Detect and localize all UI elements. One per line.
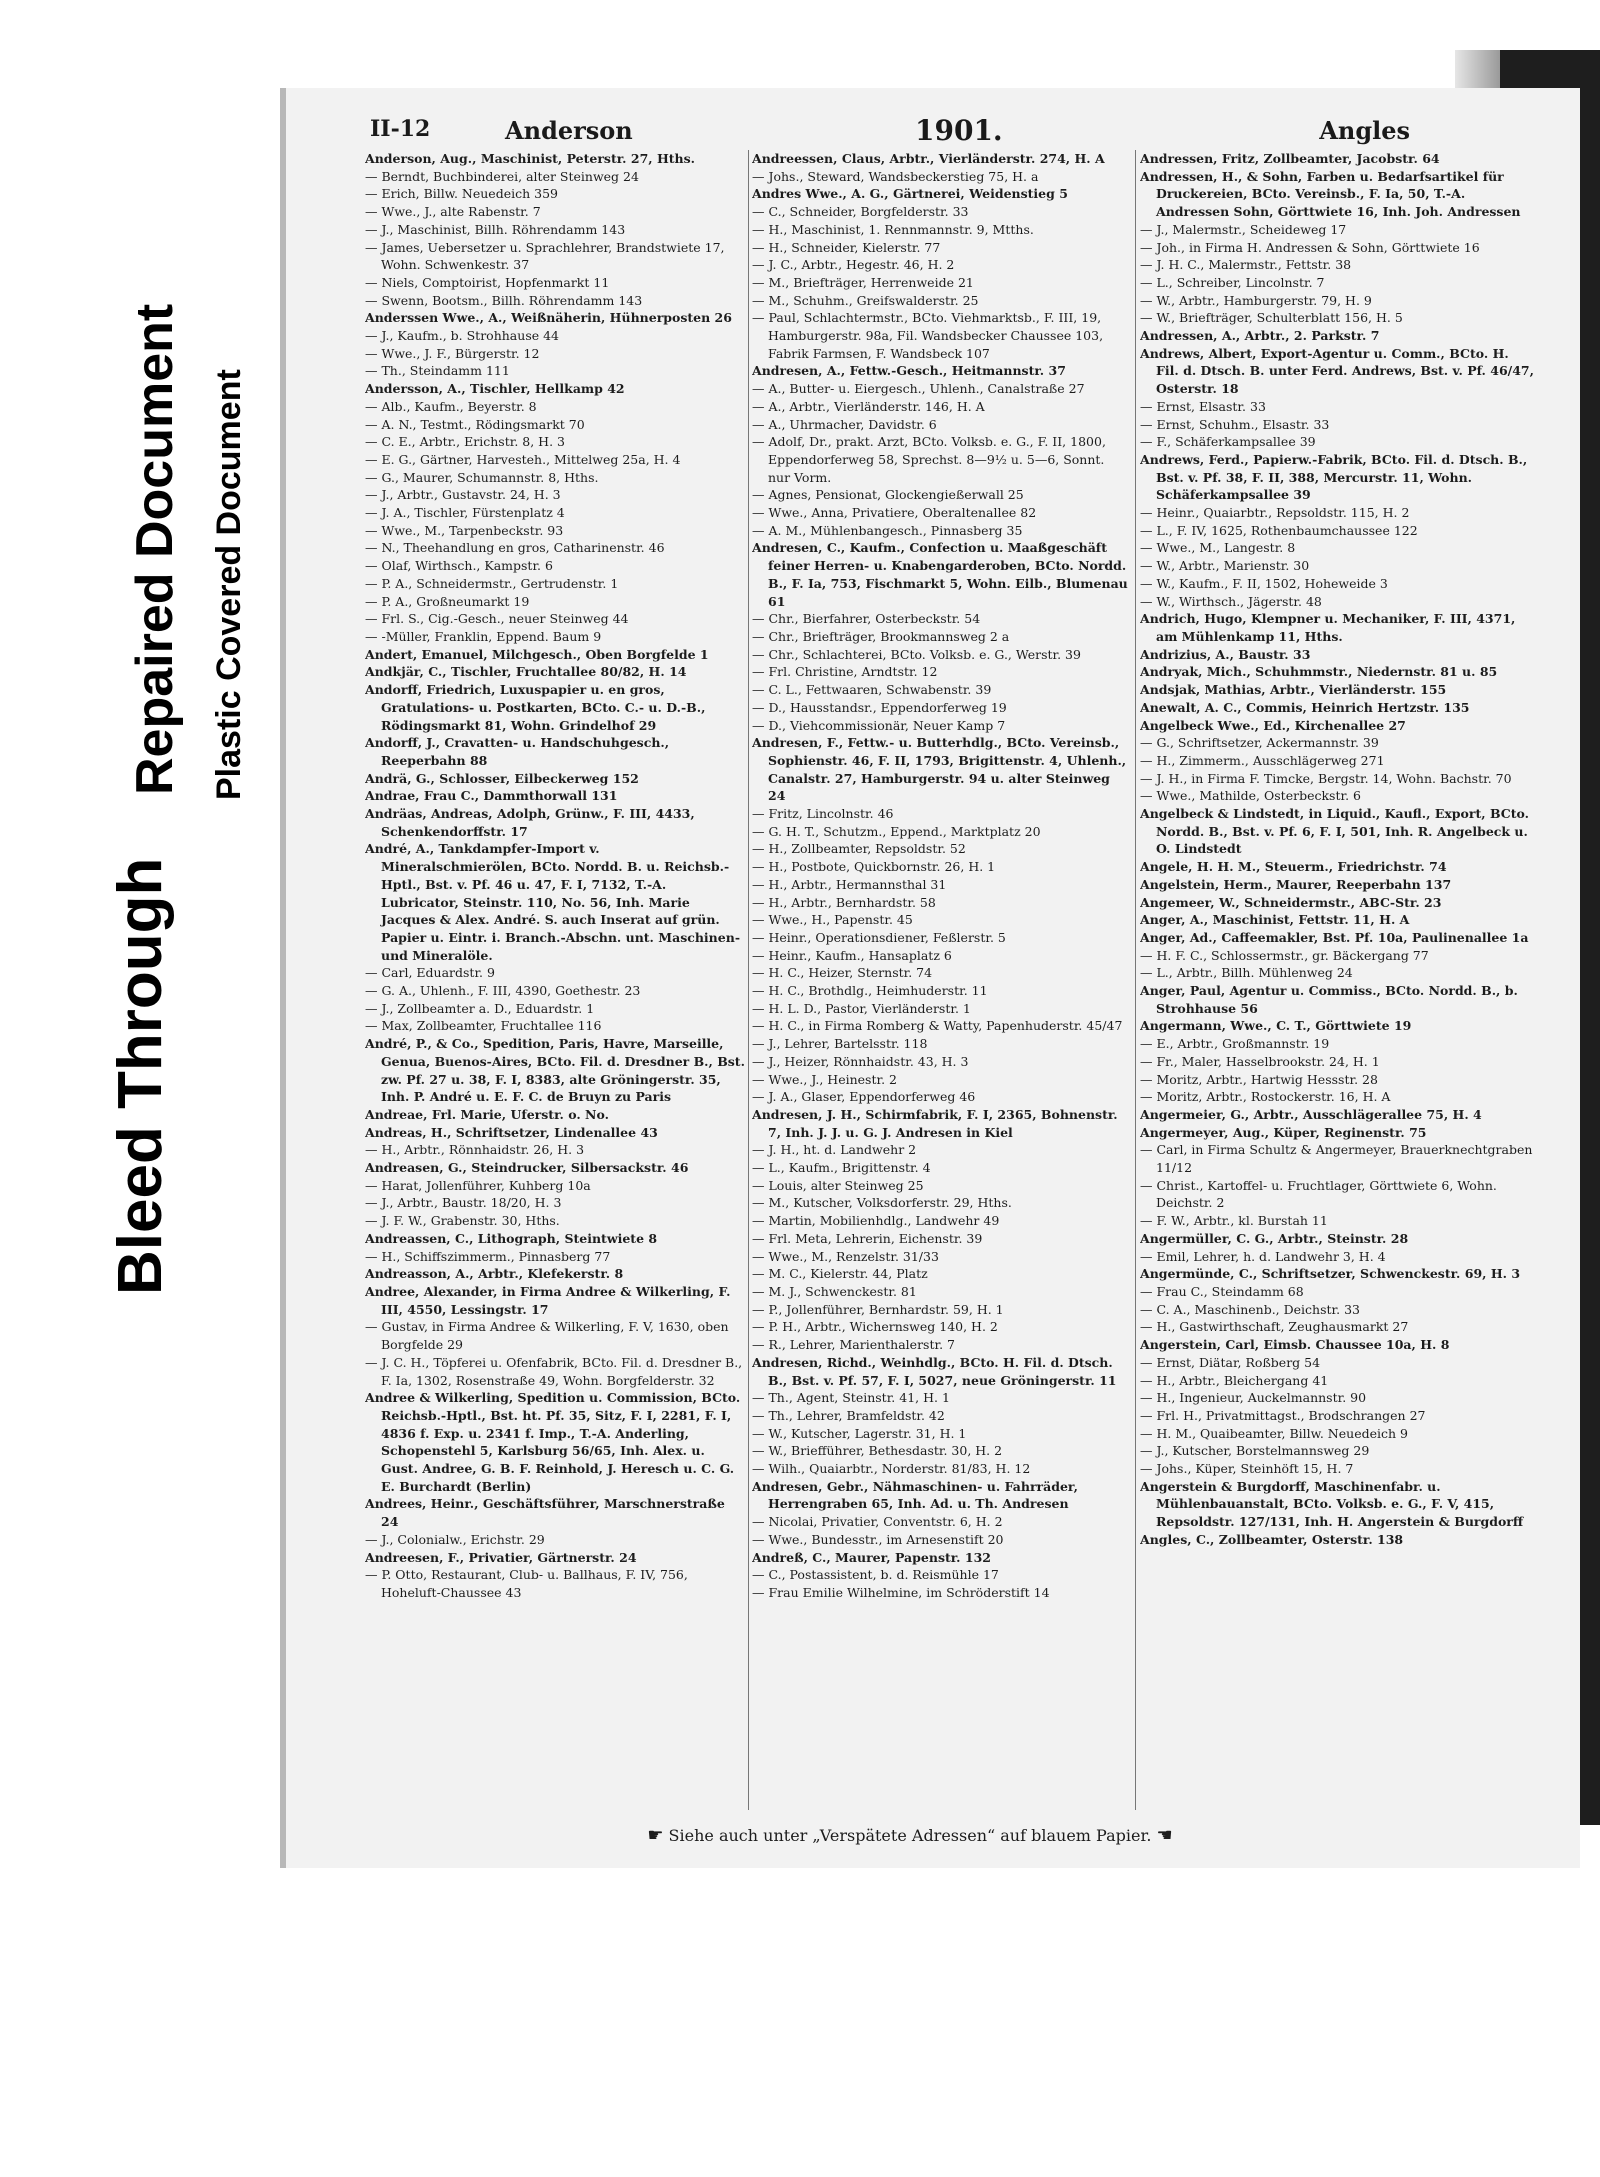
directory-entry: Andrews, Albert, Export-Agentur u. Comm., BCto. H. Fil. d. Dtsch. B. unter Ferd. Andrews, Bst. v. Pf. 46/47, Osterstr. 18 — [1140, 345, 1534, 397]
directory-entry: Andree, Alexander, in Firma Andree & Wilkerling, F. III, 4550, Lessingstr. 17 — [365, 1284, 731, 1317]
directory-entry: — Ernst, Diätar, Roßberg 54 — [1140, 1354, 1321, 1370]
directory-entry: Angermünde, C., Schriftsetzer, Schwenckestr. 69, H. 3 — [1140, 1266, 1521, 1282]
directory-entry: — Max, Zollbeamter, Fruchtallee 116 — [365, 1018, 602, 1034]
directory-entry: Andrä, G., Schlosser, Eilbeckerweg 152 — [365, 770, 639, 786]
directory-entry: — Heinr., Operationsdiener, Feßlerstr. 5 — [752, 929, 1006, 945]
label-bleed-through: Bleed Through — [106, 857, 175, 1295]
column-rule — [748, 150, 749, 1810]
directory-entry: — C., Postassistent, b. d. Reismühle 17 — [752, 1567, 999, 1583]
directory-entry: Angermann, Wwe., C. T., Görttwiete 19 — [1140, 1018, 1412, 1034]
directory-entry: Andreasson, A., Arbtr., Klefekerstr. 8 — [365, 1266, 624, 1282]
directory-entry: — Frau C., Steindamm 68 — [1140, 1284, 1304, 1299]
directory-entry: — Paul, Schlachtermstr., BCto. Viehmarktsb., F. III, 19, Hamburgerstr. 98a, Fil. Wandsbecker Chaussee 103, Fabrik Farmsen, F. Wandsbeck 107 — [752, 310, 1104, 361]
directory-entry: Anger, A., Maschinist, Fettstr. 11, H. A — [1140, 912, 1410, 928]
directory-entry: — Johs., Küper, Steinhöft 15, H. 7 — [1140, 1461, 1354, 1477]
directory-entry: Andert, Emanuel, Milchgesch., Oben Borgfelde 1 — [365, 646, 709, 662]
directory-entry: — Louis, alter Steinweg 25 — [752, 1177, 924, 1193]
directory-entry: — Heinr., Kaufm., Hansaplatz 6 — [752, 947, 952, 963]
directory-entry: Angelstein, Herm., Maurer, Reeperbahn 137 — [1140, 876, 1452, 892]
directory-entry: — J. C., Arbtr., Hegestr. 46, H. 2 — [752, 257, 955, 273]
directory-entry: Andersson, A., Tischler, Hellkamp 42 — [365, 381, 625, 397]
directory-entry: Andressen, A., Arbtr., 2. Parkstr. 7 — [1140, 328, 1380, 344]
directory-entry: Angles, C., Zollbeamter, Osterstr. 138 — [1140, 1531, 1404, 1547]
directory-entry: — W., Wirthsch., Jägerstr. 48 — [1140, 593, 1322, 609]
directory-entry: — G., Schriftsetzer, Ackermannstr. 39 — [1140, 735, 1379, 751]
directory-entry: Angerstein, Carl, Eimsb. Chaussee 10a, H. 8 — [1140, 1337, 1450, 1353]
directory-entry: — A. N., Testmt., Rödingsmarkt 70 — [365, 416, 585, 432]
directory-entry: — W., Arbtr., Hamburgerstr. 79, H. 9 — [1140, 292, 1372, 308]
directory-entry: — Heinr., Quaiarbtr., Repsoldstr. 115, H. 2 — [1140, 505, 1410, 521]
directory-column-3 — [1140, 150, 1535, 1810]
directory-entry: — Joh., in Firma H. Andressen & Sohn, Görttwiete 16 — [1140, 239, 1480, 255]
directory-entry: Andressen, Fritz, Zollbeamter, Jacobstr. 64 — [1140, 151, 1440, 166]
directory-entry: — L., Kaufm., Brigittenstr. 4 — [752, 1160, 931, 1176]
directory-entry: Andree & Wilkerling, Spedition u. Commission, BCto. Reichsb.-Hptl., Bst. ht. Pf. 35, Sitz, F. I, 2281, F. I, 4836 f. Exp. u. 2341 f. Imp., T.-A. Anderling, Schopenstehl 5, Karlsburg 56/65, Inh. Alex. u. Gust. Andree, G. B. F. Reinhold, J. Heresch u. C. G. E. Burchardt (Berlin) — [365, 1390, 741, 1494]
directory-entry: — J. H., in Firma F. Timcke, Bergstr. 14, Wohn. Bachstr. 70 — [1140, 770, 1512, 786]
directory-entry: Angele, H. H. M., Steuerm., Friedrichstr. 74 — [1140, 859, 1447, 875]
directory-entry: — Nicolai, Privatier, Conventstr. 6, H. 2 — [752, 1514, 1003, 1530]
directory-entry: — W., Arbtr., Marienstr. 30 — [1140, 558, 1310, 574]
directory-entry: Angemeer, W., Schneidermstr., ABC-Str. 23 — [1140, 894, 1442, 910]
directory-entry: Andressen, H., & Sohn, Farben u. Bedarfsartikel für Druckereien, BCto. Vereinsb., F. Ia, 50, T.-A. Andressen Sohn, Görttwiete 16, Inh. Joh. Andressen — [1140, 168, 1521, 220]
directory-entry: — Frau Emilie Wilhelmine, im Schröderstift 14 — [752, 1584, 1050, 1600]
page-edge — [280, 88, 286, 1868]
directory-entry: — H., Arbtr., Bleichergang 41 — [1140, 1372, 1329, 1388]
directory-entry: Angermeier, G., Arbtr., Ausschlägerallee 75, H. 4 — [1140, 1106, 1482, 1122]
directory-entry: — C., Schneider, Borgfelderstr. 33 — [752, 204, 969, 220]
right-keyword: Angles — [1319, 116, 1410, 145]
directory-entry: Andresen, F., Fettw.- u. Butterhdlg., BCto. Vereinsb., Sophienstr. 46, F. II, 1793, Brigittenstr. 4, Uhlenh., Canalstr. 27, Hamburgerstr. 94 u. alter Steinweg 24 — [752, 735, 1127, 804]
directory-entry: — G. H. T., Schutzm., Eppend., Marktplatz 20 — [752, 823, 1041, 839]
directory-entry: — H., Arbtr., Rönnhaidstr. 26, H. 3 — [365, 1142, 585, 1158]
directory-entry: — L., Arbtr., Billh. Mühlenweg 24 — [1140, 965, 1353, 981]
pointing-hand-icon: ☚ — [1156, 1825, 1173, 1846]
directory-entry: — Niels, Comptoirist, Hopfenmarkt 11 — [365, 274, 610, 290]
directory-entry: — H., Schiffszimmerm., Pinnasberg 77 — [365, 1248, 611, 1264]
directory-entry: — Adolf, Dr., prakt. Arzt, BCto. Volksb. e. G., F. II, 1800, Eppendorferweg 58, Sprechst. 8—9½ u. 5—6, Sonnt. nur Vorm. — [752, 434, 1106, 485]
directory-entry: — Carl, in Firma Schultz & Angermeyer, Brauerknechtgraben 11/12 — [1140, 1142, 1533, 1176]
directory-entry: — J. C. H., Töpferei u. Ofenfabrik, BCto. Fil. d. Dresdner B., F. Ia, 1302, Rosenstraße 49, Wohn. Borgfelderstr. 32 — [365, 1354, 743, 1388]
directory-entry: — P. A., Schneidermstr., Gertrudenstr. 1 — [365, 575, 619, 591]
directory-entry: — Moritz, Arbtr., Rostockerstr. 16, H. A — [1140, 1089, 1391, 1105]
directory-entry: — J., Maschinist, Billh. Röhrendamm 143 — [365, 221, 626, 237]
directory-entry: Andreessen, Claus, Arbtr., Vierländerstr. 274, H. A — [752, 151, 1105, 166]
directory-entry: Angermeyer, Aug., Küper, Reginenstr. 75 — [1140, 1124, 1427, 1140]
directory-entry: — Alb., Kaufm., Beyerstr. 8 — [365, 398, 537, 414]
directory-entry: — Wwe., J. F., Bürgerstr. 12 — [365, 345, 540, 361]
directory-entry: — James, Uebersetzer u. Sprachlehrer, Brandstwiete 17, Wohn. Schwenkestr. 37 — [365, 239, 725, 273]
directory-entry: — Chr., Bierfahrer, Osterbeckstr. 54 — [752, 611, 981, 627]
directory-entry: — J., Colonialw., Erichstr. 29 — [365, 1531, 545, 1547]
directory-entry: — J., Malermstr., Scheideweg 17 — [1140, 221, 1347, 237]
directory-entry: — M., Kutscher, Volksdorferstr. 29, Hths. — [752, 1195, 1012, 1211]
directory-column-1 — [365, 150, 745, 1810]
directory-entry: — Wwe., Bundesstr., im Arnesenstift 20 — [752, 1531, 1004, 1547]
directory-entry: — N., Theehandlung en gros, Catharinenstr. 46 — [365, 540, 665, 556]
directory-entry: — Emil, Lehrer, h. d. Landwehr 3, H. 4 — [1140, 1248, 1386, 1264]
directory-entry: — Berndt, Buchbinderei, alter Steinweg 24 — [365, 168, 639, 184]
directory-entry: — Olaf, Wirthsch., Kampstr. 6 — [365, 558, 553, 574]
directory-entry: — Th., Lehrer, Bramfeldstr. 42 — [752, 1407, 945, 1423]
directory-entry: — Wwe., Anna, Privatiere, Oberaltenallee 82 — [752, 505, 1037, 521]
directory-entry: Andreas, H., Schriftsetzer, Lindenallee 43 — [365, 1124, 658, 1140]
directory-entry: Andresen, C., Kaufm., Confection u. Maaßgeschäft feiner Herren- u. Knabengarderoben, BCto. Nordd. B., F. Ia, 753, Fischmarkt 5, Wohn. Eilb., Blumenau 61 — [752, 540, 1128, 609]
directory-entry: — H., Zollbeamter, Repsoldstr. 52 — [752, 841, 966, 857]
directory-entry: Anger, Paul, Agentur u. Commiss., BCto. Nordd. B., b. Strohhause 56 — [1140, 983, 1518, 1016]
directory-entry: Andrae, Frau C., Dammthorwall 131 — [365, 788, 618, 804]
directory-entry: — Wilh., Quaiarbtr., Norderstr. 81/83, H. 12 — [752, 1461, 1031, 1477]
page-number: II-12 — [370, 116, 431, 142]
directory-entry: — J., Heizer, Rönnhaidstr. 43, H. 3 — [752, 1053, 969, 1069]
directory-entry: — D., Hausstandsr., Eppendorferweg 19 — [752, 699, 1007, 715]
directory-entry: — J., Arbtr., Gustavstr. 24, H. 3 — [365, 487, 561, 503]
directory-entry: — A., Uhrmacher, Davidstr. 6 — [752, 416, 937, 432]
directory-entry: — W., Briefführer, Bethesdastr. 30, H. 2 — [752, 1443, 1003, 1459]
directory-entry: — M. J., Schwenckestr. 81 — [752, 1284, 917, 1299]
directory-entry: — P., Jollenführer, Bernhardstr. 59, H. 1 — [752, 1301, 1004, 1317]
directory-entry: — Ernst, Schuhm., Elsastr. 33 — [1140, 416, 1330, 432]
directory-entry: — A., Arbtr., Vierländerstr. 146, H. A — [752, 398, 985, 414]
directory-entry: — D., Viehcommissionär, Neuer Kamp 7 — [752, 717, 1006, 733]
directory-entry: — Frl. S., Cig.-Gesch., neuer Steinweg 44 — [365, 611, 629, 627]
directory-entry: Andorff, J., Cravatten- u. Handschuhgesch., Reeperbahn 88 — [365, 735, 670, 768]
directory-entry: Andresen, J. H., Schirmfabrik, F. I, 2365, Bohnenstr. 7, Inh. J. J. u. G. J. Andresen in Kiel — [752, 1106, 1118, 1140]
directory-entry: — H. F. C., Schlossermstr., gr. Bäckergang 77 — [1140, 947, 1429, 963]
directory-entry: — E. G., Gärtner, Harvestеh., Mittelweg 25a, H. 4 — [365, 451, 681, 467]
directory-entry: — Th., Agent, Steinstr. 41, H. 1 — [752, 1390, 950, 1406]
directory-entry: — H., Ingenieur, Auckelmannstr. 90 — [1140, 1390, 1367, 1406]
directory-entry: — H., Arbtr., Hermannsthal 31 — [752, 876, 947, 892]
directory-entry: — J. H. C., Malermstr., Fettstr. 38 — [1140, 257, 1352, 273]
directory-entry: — H. M., Quaibeamter, Billw. Neuedeich 9 — [1140, 1425, 1408, 1441]
directory-entry: Andryak, Mich., Schuhmmstr., Niedernstr. 81 u. 85 — [1140, 664, 1498, 680]
directory-entry: — P. Otto, Restaurant, Club- u. Ballhaus, F. IV, 756, Hoheluft-Chaussee 43 — [365, 1567, 688, 1600]
directory-entry: Andresen, A., Fettw.-Gesch., Heitmannstr. 37 — [752, 363, 1066, 379]
directory-entry: — A., Butter- u. Eiergesch., Uhlenh., Canalstraße 27 — [752, 381, 1085, 397]
directory-entry: — Chr., Briefträger, Brookmannsweg 2 a — [752, 628, 1010, 644]
directory-entry: — L., F. IV, 1625, Rothenbaumchaussee 122 — [1140, 522, 1418, 538]
directory-entry: — C. E., Arbtr., Erichstr. 8, H. 3 — [365, 434, 565, 450]
directory-entry: Andrews, Ferd., Papierw.-Fabrik, BCto. Fil. d. Dtsch. B., Bst. v. Pf. 38, F. II, 388, Mercurstr. 11, Wohn. Schäferkampsallee 39 — [1140, 451, 1528, 503]
directory-entry: — W., Briefträger, Schulterblatt 156, H. 5 — [1140, 310, 1403, 326]
directory-entry: — H., Arbtr., Bernhardstr. 58 — [752, 894, 936, 910]
directory-entry: — Agnes, Pensionat, Glockengießerwall 25 — [752, 487, 1024, 503]
directory-entry: — W., Kaufm., F. II, 1502, Hoheweide 3 — [1140, 575, 1388, 591]
directory-entry: — G., Maurer, Schumannstr. 8, Hths. — [365, 469, 599, 485]
directory-entry: — H. C., Brothdlg., Heimhuderstr. 11 — [752, 983, 988, 999]
directory-entry: Andreesen, F., Privatier, Gärtnerstr. 24 — [365, 1549, 637, 1565]
directory-entry: Andresen, Richd., Weinhdlg., BCto. H. Fil. d. Dtsch. B., Bst. v. Pf. 57, F. I, 5027, neue Gröningerstr. 11 — [752, 1354, 1117, 1388]
directory-entry: — P. A., Großneumarkt 19 — [365, 593, 530, 609]
directory-entry: — Wwe., J., alte Rabenstr. 7 — [365, 204, 541, 220]
directory-entry: — Moritz, Arbtr., Hartwig Hessstr. 28 — [1140, 1071, 1378, 1087]
directory-entry: — Fr., Maler, Hasselbrookstr. 24, H. 1 — [1140, 1053, 1380, 1069]
directory-entry: — H. C., Heizer, Sternstr. 74 — [752, 965, 933, 981]
directory-entry: Andräas, Andreas, Adolph, Grünw., F. III, 4433, Schenkendorffstr. 17 — [365, 806, 695, 839]
directory-entry: — Christ., Kartoffel- u. Fruchtlager, Görttwiete 6, Wohn. Deichstr. 2 — [1140, 1177, 1497, 1211]
column-rule — [1135, 150, 1136, 1810]
directory-entry: Anderson, Aug., Maschinist, Peterstr. 27, Hths. — [365, 151, 696, 166]
directory-entry: — Th., Steindamm 111 — [365, 363, 510, 379]
directory-entry: — Frl. Meta, Lehrerin, Eichenstr. 39 — [752, 1230, 983, 1246]
directory-entry: — L., Schreiber, Lincolnstr. 7 — [1140, 274, 1325, 290]
directory-entry: Andreae, Frl. Marie, Uferstr. o. No. — [365, 1106, 609, 1122]
directory-entry: — Wwe., Mathilde, Osterbeckstr. 6 — [1140, 788, 1361, 804]
directory-entry: Andrich, Hugo, Klempner u. Mechaniker, F. III, 4371, am Mühlenkamp 11, Hths. — [1140, 611, 1516, 644]
directory-entry: — Wwe., M., Renzelstr. 31/33 — [752, 1248, 939, 1264]
directory-entry: — J. A., Glaser, Eppendorferweg 46 — [752, 1089, 976, 1105]
directory-entry: — Carl, Eduardstr. 9 — [365, 965, 495, 981]
directory-entry: Andrizius, A., Baustr. 33 — [1140, 646, 1311, 662]
directory-entry: Anderssen Wwe., A., Weißnäherin, Hühnerposten 26 — [365, 310, 732, 326]
directory-entry: — Wwe., M., Langestr. 8 — [1140, 540, 1296, 556]
directory-entry: — Gustav, in Firma Andree & Wilkerling, F. V, 1630, oben Borgfelde 29 — [365, 1319, 729, 1353]
directory-entry: — Chr., Schlachterei, BCto. Volksb. e. G., Werstr. 39 — [752, 646, 1081, 662]
directory-entry: André, A., Tankdampfer-Import v. Mineralschmierölen, BCto. Nordd. B. u. Reichsb.-Hptl., Bst. v. Pf. 46 u. 47, F. I, 7132, T.-A. Lubricator, Steinstr. 110, No. 56, Inh. Marie Jacques & Alex. André. S. auch Inserat auf grün. Papier u. Eintr. i. Branch.-Abschn. unt. Maschinen- und Mineralöle. — [365, 841, 741, 963]
directory-entry: — H. L. D., Pastor, Vierländerstr. 1 — [752, 1000, 971, 1016]
directory-entry: Andres Wwe., A. G., Gärtnerei, Weidenstieg 5 — [752, 186, 1068, 202]
directory-entry: — J. H., ht. d. Landwehr 2 — [752, 1142, 917, 1158]
directory-entry: — G. A., Uhlenh., F. III, 4390, Goethestr. 23 — [365, 983, 641, 999]
directory-entry: — Harat, Jollenführer, Kuhberg 10a — [365, 1177, 591, 1193]
directory-entry: Andreasen, G., Steindrucker, Silbersackstr. 46 — [365, 1160, 689, 1176]
directory-entry: — J., Lehrer, Bartelsstr. 118 — [752, 1036, 928, 1052]
directory-entry: — H., Zimmerm., Ausschlägerweg 271 — [1140, 752, 1385, 768]
directory-entry: — H. C., in Firma Romberg & Watty, Papenhuderstr. 45/47 — [752, 1018, 1123, 1034]
directory-entry: — J., Kaufm., b. Strohhause 44 — [365, 328, 560, 344]
directory-entry: — Wwe., M., Tarpenbeckstr. 93 — [365, 522, 564, 538]
directory-entry: — J., Zollbeamter a. D., Eduardstr. 1 — [365, 1000, 595, 1016]
directory-entry: — J., Kutscher, Borstelmannsweg 29 — [1140, 1443, 1370, 1459]
directory-entry: Angelbeck Wwe., Ed., Kirchenallee 27 — [1140, 717, 1406, 733]
directory-entry: — H., Postbote, Quickbornstr. 26, H. 1 — [752, 859, 996, 875]
directory-entry: — H., Schneider, Kielerstr. 77 — [752, 239, 941, 255]
directory-entry: — Swenn, Bootsm., Billh. Röhrendamm 143 — [365, 292, 643, 308]
directory-entry: Andresen, Gebr., Nähmaschinen- u. Fahrräder, Herrengraben 65, Inh. Ad. u. Th. Andresen — [752, 1478, 1078, 1512]
directory-entry: Angerstein & Burgdorff, Maschinenfabr. u. Mühlenbauanstalt, BCto. Volksb. e. G., F. V, 415, Repsoldstr. 127/131, Inh. H. Angerstein & Burgdorff — [1140, 1478, 1524, 1530]
directory-entry: Anger, Ad., Caffeemakler, Bst. Pf. 10a, Paulinenallee 1a — [1140, 929, 1529, 945]
directory-entry: Angermüller, C. G., Arbtr., Steinstr. 28 — [1140, 1230, 1409, 1246]
footer-text: Siehe auch unter „Verspätete Adressen“ auf blauem Papier. — [668, 1826, 1152, 1845]
left-keyword: Anderson — [505, 116, 633, 145]
directory-entry: Andkjär, C., Tischler, Fruchtallee 80/82, H. 14 — [365, 664, 687, 680]
directory-entry: — F., Schäferkampsallee 39 — [1140, 434, 1316, 450]
label-repaired-document: Repaired Document — [126, 303, 184, 795]
directory-entry: — Martin, Mobilienhdlg., Landwehr 49 — [752, 1213, 1000, 1229]
directory-entry: Andorff, Friedrich, Luxuspapier u. en gros, Gratulations- u. Postkarten, BCto. C.- u. D.-B., Rödingsmarkt 81, Wohn. Grindelhof 29 — [365, 682, 706, 733]
directory-entry: — Johs., Steward, Wandsbeckerstieg 75, H. a — [752, 168, 1039, 184]
label-plastic-covered-document: Plastic Covered Document — [210, 369, 248, 800]
directory-entry: — Frl. H., Privatmittagst., Brodschrangen 27 — [1140, 1407, 1426, 1423]
directory-entry: — Erich, Billw. Neuedeich 359 — [365, 186, 558, 202]
pointing-hand-icon: ☛ — [647, 1825, 664, 1846]
directory-entry: Andsjak, Mathias, Arbtr., Vierländerstr. 155 — [1140, 682, 1447, 698]
directory-entry: — M. C., Kielerstr. 44, Platz — [752, 1266, 928, 1282]
directory-entry: — -Müller, Franklin, Eppend. Baum 9 — [365, 628, 602, 644]
running-head — [370, 114, 1410, 150]
directory-entry: — J., Arbtr., Baustr. 18/20, H. 3 — [365, 1195, 562, 1211]
directory-entry: — E., Arbtr., Großmannstr. 19 — [1140, 1036, 1330, 1052]
directory-entry: — Fritz, Lincolnstr. 46 — [752, 806, 894, 822]
directory-entry: — R., Lehrer, Marienthalerstr. 7 — [752, 1337, 955, 1353]
directory-entry: — M., Schuhm., Greifswalderstr. 25 — [752, 292, 979, 308]
directory-entry: — J. A., Tischler, Fürstenplatz 4 — [365, 505, 565, 521]
footer-note — [600, 1825, 1220, 1846]
directory-entry: — H., Gastwirthschaft, Zeughausmarkt 27 — [1140, 1319, 1409, 1335]
directory-entry: — Wwe., J., Heinestr. 2 — [752, 1071, 897, 1087]
directory-column-2 — [752, 150, 1130, 1810]
directory-entry: Andreassen, C., Lithograph, Steintwiete 8 — [365, 1230, 658, 1246]
directory-entry: — J. F. W., Grabenstr. 30, Hths. — [365, 1213, 560, 1229]
directory-entry: — C. L., Fettwaaren, Schwabenstr. 39 — [752, 682, 992, 698]
directory-entry: Andreß, C., Maurer, Papenstr. 132 — [752, 1549, 991, 1565]
directory-entry: — C. A., Maschinenb., Deichstr. 33 — [1140, 1301, 1360, 1317]
directory-entry: Andrees, Heinr., Geschäftsführer, Marschnerstraße 24 — [365, 1496, 725, 1530]
year-heading: 1901. — [915, 114, 1003, 147]
directory-entry: Angelbeck & Lindstedt, in Liquid., Kaufl., Export, BCto. Nordd. B., Bst. v. Pf. 6, F. I, 501, Inh. R. Angelbeck u. O. Lindstedt — [1140, 806, 1529, 857]
directory-entry: — Frl. Christine, Arndtstr. 12 — [752, 664, 938, 680]
directory-entry: — Ernst, Elsastr. 33 — [1140, 398, 1266, 414]
directory-entry: — W., Kutscher, Lagerstr. 31, H. 1 — [752, 1425, 967, 1441]
directory-entry: André, P., & Co., Spedition, Paris, Havre, Marseille, Genua, Buenos-Aires, BCto. Fil. d. Dresdner B., Bst. zw. Pf. 27 u. 38, F. I, 8383, alte Gröningerstr. 35, Inh. P. André u. E. F. C. de Bruyn zu Paris — [365, 1036, 745, 1105]
directory-entry: — M., Briefträger, Herrenweide 21 — [752, 274, 974, 290]
directory-entry: — A. M., Mühlenbangesch., Pinnasberg 35 — [752, 522, 1023, 538]
directory-entry: — H., Maschinist, 1. Rennmannstr. 9, Mtths. — [752, 221, 1034, 237]
directory-entry: — P. H., Arbtr., Wichernsweg 140, H. 2 — [752, 1319, 998, 1335]
directory-entry: Anewalt, A. C., Commis, Heinrich Hertzstr. 135 — [1140, 699, 1470, 715]
directory-entry: — Wwe., H., Papenstr. 45 — [752, 912, 913, 928]
directory-entry: — F. W., Arbtr., kl. Burstah 11 — [1140, 1213, 1328, 1229]
